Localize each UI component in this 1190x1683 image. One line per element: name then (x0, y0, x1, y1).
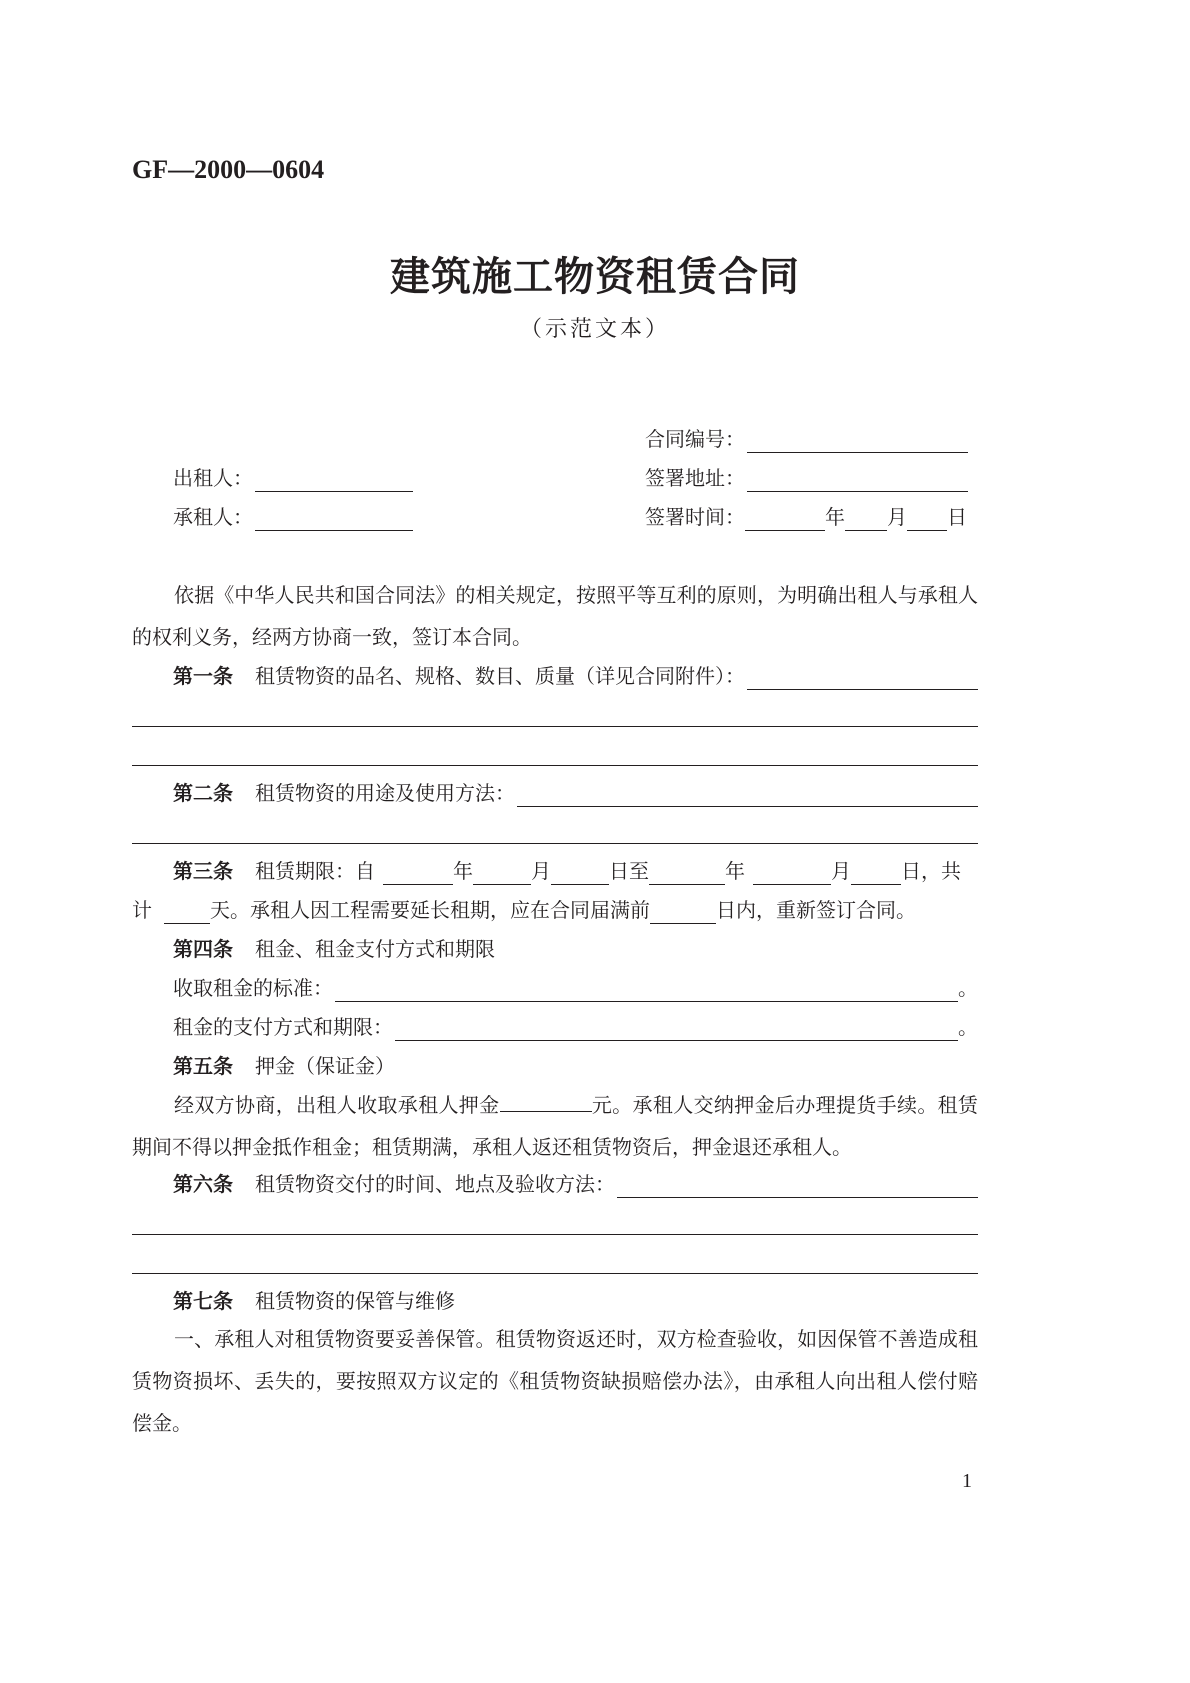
rent-standard-field[interactable] (173, 974, 978, 1002)
payment-method-label: 租金的支付方式和期限： (173, 1015, 393, 1039)
article-3-line-1 (173, 857, 978, 885)
end-month-blank[interactable] (753, 864, 831, 885)
article-7 (173, 1287, 978, 1315)
document-subtitle: （示范文本） (519, 317, 670, 342)
article-6-blank-line-3[interactable] (132, 1273, 978, 1274)
deposit-amount-blank[interactable] (500, 1091, 592, 1112)
article-6-blank-line-2[interactable] (132, 1234, 978, 1235)
payment-method-end: 。 (958, 1015, 978, 1039)
start-day-label: 日至 (609, 859, 649, 883)
sign-time-field[interactable] (645, 503, 968, 531)
rent-standard-label: 收取租金的标准： (173, 976, 333, 1000)
article-6[interactable] (173, 1170, 978, 1198)
end-year-label: 年 (725, 859, 745, 883)
sign-place-field[interactable] (645, 464, 968, 492)
contract-number-label: 合同编号： (645, 427, 745, 451)
article-6-text: 租赁物资交付的时间、地点及验收方法： (255, 1172, 615, 1196)
article-3-extension-text: 天。承租人因工程需要延长租期，应在合同届满前 (210, 898, 650, 922)
deposit-text-a: 经双方协商，出租人收取承租人押金 (174, 1093, 500, 1117)
document-code: GF—2000—0604 (132, 155, 325, 184)
start-day-blank[interactable] (551, 864, 609, 885)
article-3-line-2 (132, 896, 978, 924)
sign-year-blank[interactable] (745, 510, 825, 531)
article-3-tail: 日内，重新签订合同。 (716, 898, 916, 922)
start-year-blank[interactable] (383, 864, 453, 885)
lessor-field[interactable] (173, 464, 413, 492)
sign-year-label: 年 (825, 505, 845, 529)
article-5-paragraph (132, 1084, 978, 1168)
article-5-text: 押金（保证金） (255, 1054, 395, 1078)
article-4-text: 租金、租金支付方式和期限 (255, 937, 495, 961)
rent-standard-blank[interactable] (335, 977, 958, 1002)
article-6-label: 第六条 (173, 1172, 233, 1196)
contract-number-blank[interactable] (747, 428, 968, 453)
end-month-label: 月 (831, 859, 851, 883)
page-number: 1 (962, 1470, 972, 1492)
end-year-blank[interactable] (649, 864, 725, 885)
start-month-blank[interactable] (473, 864, 531, 885)
article-5-label: 第五条 (173, 1054, 233, 1078)
rent-standard-end: 。 (958, 976, 978, 1000)
sign-place-label: 签署地址： (645, 466, 745, 490)
article-1-label: 第一条 (173, 664, 233, 688)
intro-paragraph: 依据《中华人民共和国合同法》的相关规定，按照平等互利的原则，为明确出租人与承租人的权利义务，经两方协商一致，签订本合同。 (132, 583, 978, 649)
deposit-text-b: 元。承租人交纳押金后办理提货手续。租赁期间不得以押金抵作租金；租赁期满，承租人返还租赁物资后，押金退还承租人。 (132, 1093, 979, 1159)
article-1-blank-line-2[interactable] (132, 726, 978, 727)
article-2-text: 租赁物资的用途及使用方法： (255, 781, 515, 805)
article-2-blank[interactable] (517, 782, 978, 807)
sign-day-blank[interactable] (907, 510, 947, 531)
article-4 (173, 935, 978, 963)
article-2-blank-line-2[interactable] (132, 843, 978, 844)
renewal-days-blank[interactable] (650, 903, 716, 924)
article-1-blank-line-3[interactable] (132, 765, 978, 766)
article-2-label: 第二条 (173, 781, 233, 805)
article-7-paragraph-1: 一、承租人对租赁物资要妥善保管。租赁物资返还时，双方检查验收，如因保管不善造成租赁物资损坏、丢失的，要按照双方议定的《租赁物资缺损赔偿办法》，由承租人向出租人偿付赔偿金。 (132, 1327, 978, 1435)
lessee-blank[interactable] (255, 506, 413, 531)
end-day-blank[interactable] (851, 864, 901, 885)
payment-method-blank[interactable] (395, 1016, 958, 1041)
article-1-text: 租赁物资的品名、规格、数目、质量（详见合同附件）： (255, 664, 745, 688)
sign-place-blank[interactable] (747, 467, 968, 492)
sign-month-blank[interactable] (845, 510, 887, 531)
start-year-label: 年 (453, 859, 473, 883)
lessee-label: 承租人： (173, 505, 253, 529)
sign-day-label: 日 (947, 505, 967, 529)
lessor-label: 出租人： (173, 466, 253, 490)
total-days-blank[interactable] (164, 903, 210, 924)
start-month-label: 月 (531, 859, 551, 883)
article-7-label: 第七条 (173, 1289, 233, 1313)
payment-method-field[interactable] (173, 1013, 978, 1041)
contract-number-field[interactable] (645, 425, 968, 453)
article-7-text: 租赁物资的保管与维修 (255, 1289, 455, 1313)
lessor-blank[interactable] (255, 467, 413, 492)
sign-time-label: 签署时间： (645, 505, 745, 529)
total-prefix: 计 (132, 898, 152, 922)
article-1-blank[interactable] (747, 665, 978, 690)
end-day-label: 日，共 (901, 859, 961, 883)
article-2[interactable] (173, 779, 978, 807)
article-3-label: 第三条 (173, 859, 233, 883)
article-4-label: 第四条 (173, 937, 233, 961)
article-3-term-label: 租赁期限：自 (255, 859, 375, 883)
lessee-field[interactable] (173, 503, 413, 531)
document-title: 建筑施工物资租赁合同 (390, 253, 800, 300)
sign-month-label: 月 (887, 505, 907, 529)
article-6-blank[interactable] (617, 1173, 978, 1198)
article-1[interactable] (173, 662, 978, 690)
article-5 (173, 1052, 978, 1080)
